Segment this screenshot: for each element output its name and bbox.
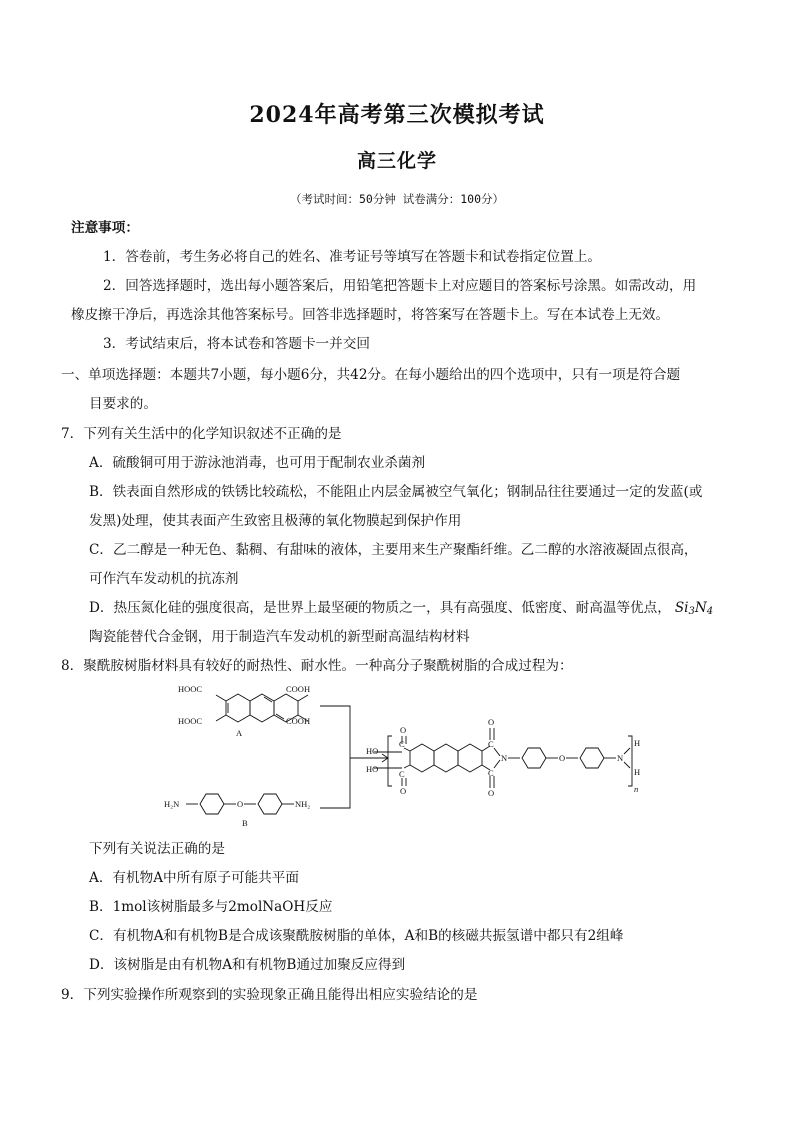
polymer-n-end: N [617,753,624,763]
q8-stem: 8．聚酰胺树脂材料具有较好的耐热性、耐水性。一种高分子聚酰树脂的合成过程为： [61,658,573,674]
cooh-label-top: COOH [286,684,311,694]
notice-item-2-cont: 橡皮擦干净后，再选涂其他答案标号。回答非选择题时，将答案写在答题卡上。写在本试卷上无效。 [71,307,670,323]
polymer-h-top: H [634,738,641,748]
notice-item-2: 2．回答选择题时，选出每小题答案后，用铅笔把答题卡上对应题目的答案标号涂黑。如需改动，用 [103,278,697,294]
polymer-o-3: O [488,717,495,727]
polymer-o-1: O [400,725,407,735]
q8-option-b: B．1mol该树脂最多与2molNaOH反应 [89,899,333,915]
molecule-a-label: A [236,728,243,738]
polymer-ho-top: HO [366,746,379,756]
polymer-c-2: C [399,769,405,779]
cooh-label-bottom: COOH [286,716,311,726]
polymer-n-subscript: n [634,784,639,794]
polymer-o-2: O [400,786,407,796]
polymer-c-1: C [399,739,405,749]
polymer-n-imide: N [501,753,508,763]
polymer-ho-bottom: HO [366,764,379,774]
si3n4-formula: $Si_3N_4$ [674,600,714,617]
polymer-o-4: O [488,788,495,798]
ether-o-b: O [237,799,244,809]
q7-option-c-cont: 可作汽车发动机的抗冻剂 [89,571,239,587]
q8-option-d: D．该树脂是由有机物A和有机物B通过加聚反应得到 [89,957,406,973]
notice-item-1: 1．答卷前，考生务必将自己的姓名、准考证号等填写在答题卡和试卷指定位置上。 [103,249,602,265]
notice-item-3: 3．考试结束后，将本试卷和答题卡一并交回 [103,336,370,352]
q8-reaction-scheme [160,678,660,828]
notice-heading: 注意事项： [71,220,139,236]
molecule-b-label: B [242,818,248,828]
hooc-label-top: HOOC [178,684,203,694]
polymer-h-bottom: H [634,767,641,777]
polymer-c-3: C [488,739,494,749]
polymer-ether-o: O [559,753,566,763]
hooc-label-bottom: HOOC [178,716,203,726]
q7-option-a: A．硫酸铜可用于游泳池消毒，也可用于配制农业杀菌剂 [89,455,426,471]
q8-ask: 下列有关说法正确的是 [89,841,225,857]
q7-option-b: B．铁表面自然形成的铁锈比较疏松，不能阻止内层金属被空气氧化；钢制品往往要通过一定的发蓝(或 [89,484,703,500]
q7-option-d-cont: 陶瓷能替代合金钢，用于制造汽车发动机的新型耐高温结构材料 [89,629,470,645]
exam-info: （考试时间：50分钟 试卷满分：100分） [289,192,505,206]
q9-stem: 9．下列实验操作所观察到的实验现象正确且能得出相应实验结论的是 [61,987,478,1003]
q7-stem: 7．下列有关生活中的化学知识叙述不正确的是 [61,426,342,442]
exam-title: 2024年高考第三次模拟考试 [249,102,545,128]
q7-option-d-text: D．热压氮化硅的强度很高，是世界上最坚硬的物质之一，具有高强度、低密度、耐高温等优点， [89,600,671,616]
q8-option-c: C．有机物A和有机物B是合成该聚酰胺树脂的单体，A和B的核磁共振氢谱中都只有2组峰 [89,928,624,944]
q7-option-c: C．乙二醇是一种无色、黏稠、有甜味的液体，主要用来生产聚酯纤维。乙二醇的水溶液凝固点很高， [89,542,698,558]
q7-option-b-cont: 发黑)处理，使其表面产生致密且极薄的氧化物膜起到保护作用 [89,513,462,529]
nh2-label: NH₂ [295,799,311,809]
h2n-label: H₂N [164,799,180,809]
exam-subtitle: 高三化学 [356,150,437,172]
section-1-heading-cont: 目要求的。 [89,396,157,412]
q7-option-d [89,598,713,622]
polymer-c-4: C [488,768,494,778]
q8-option-a: A．有机物A中所有原子可能共平面 [89,870,299,886]
section-1-heading: 一、单项选择题：本题共7小题，每小题6分，共42分。在每小题给出的四个选项中，只有一项是符合题 [61,367,681,383]
